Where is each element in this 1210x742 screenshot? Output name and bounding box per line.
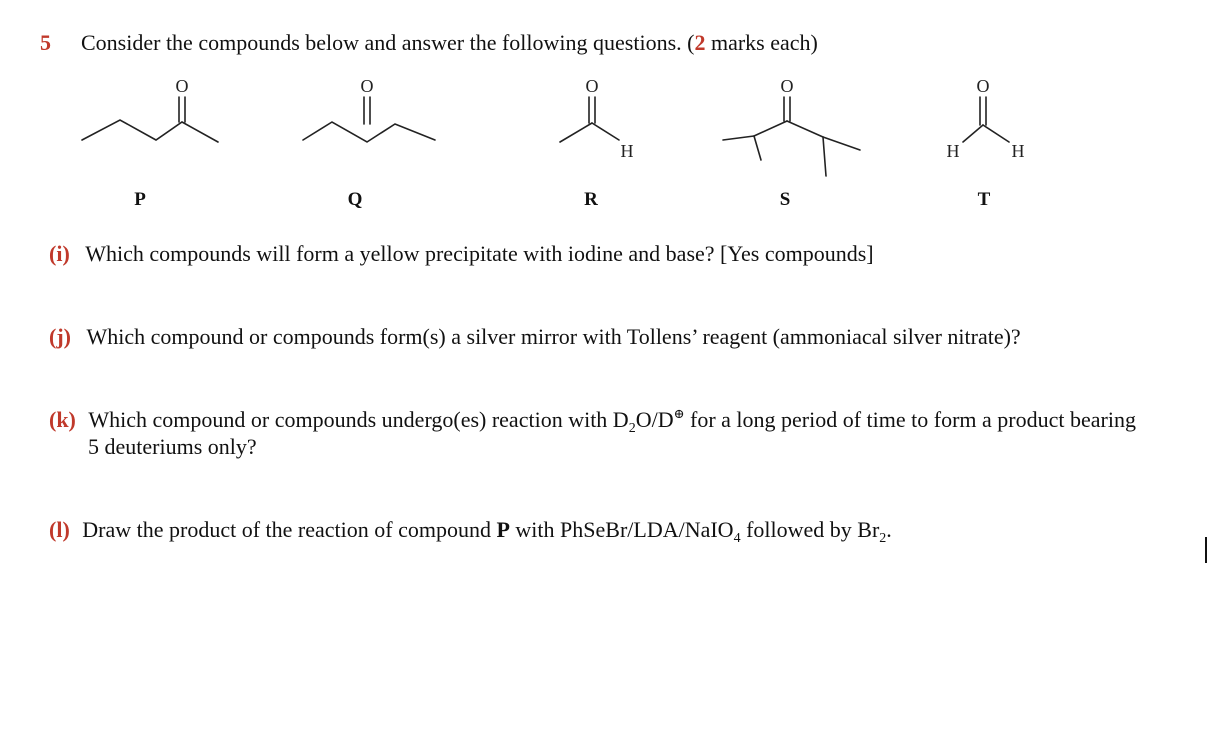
charge-plus-icon: ⊕ <box>673 406 685 421</box>
part-l-text-d: . <box>886 517 892 542</box>
compound-label-P: P <box>134 189 146 210</box>
atom-H-T-right: H <box>1011 141 1025 161</box>
compound-label-S: S <box>779 189 791 210</box>
part-i-label: (i) <box>49 241 70 266</box>
part-k-subscript-2: 2 <box>628 421 636 436</box>
part-j-label: (j) <box>49 324 71 349</box>
compound-label-R: R <box>584 189 598 210</box>
part-k-line2: 5 deuteriums only? <box>88 434 257 459</box>
atom-H-T-left: H <box>946 141 960 161</box>
part-j <box>49 324 1021 350</box>
part-k-text-b: O/D <box>635 407 674 432</box>
structure-S <box>723 97 860 176</box>
atom-O-S: O <box>780 76 794 96</box>
atom-H-R: H <box>620 141 634 161</box>
part-l-text-b: with PhSeBr/LDA/NaIO <box>509 517 734 542</box>
question-number: 5 <box>40 30 51 55</box>
part-k-text-c: for a long period of time to form a product bearing <box>684 407 1136 432</box>
atom-O-P: O <box>175 76 189 96</box>
part-i <box>49 241 874 267</box>
part-l <box>49 517 892 546</box>
compound-label-T: T <box>977 189 991 210</box>
part-l-compound-P: P <box>496 517 510 542</box>
compound-structures <box>0 0 1210 215</box>
part-l-label: (l) <box>49 517 70 542</box>
part-k <box>49 406 1136 436</box>
part-l-subscript-4: 4 <box>733 531 741 546</box>
structure-R <box>560 97 619 142</box>
structure-T <box>963 97 1009 142</box>
marks-suffix: marks each) <box>705 30 818 55</box>
atom-O-T: O <box>976 76 990 96</box>
text-cursor <box>1205 537 1207 563</box>
part-k-text-a: Which compound or compounds undergo(es) reaction with D <box>88 407 629 432</box>
part-l-subscript-2: 2 <box>879 531 887 546</box>
marks-value: 2 <box>694 30 706 55</box>
part-k-label: (k) <box>49 407 76 432</box>
structure-Q <box>303 97 435 142</box>
part-l-text-c: followed by Br <box>740 517 880 542</box>
structure-P <box>82 97 218 142</box>
part-j-text: Which compound or compounds form(s) a silver mirror with Tollens’ reagent (ammoniacal silver nitrate)? <box>86 324 1021 349</box>
atom-O-R: O <box>585 76 599 96</box>
part-i-text: Which compounds will form a yellow precipitate with iodine and base? [Yes compounds] <box>85 241 874 266</box>
compound-label-Q: Q <box>347 189 363 210</box>
part-l-text-a: Draw the product of the reaction of compound <box>82 517 497 542</box>
atom-O-Q: O <box>360 76 374 96</box>
question-intro-text: Consider the compounds below and answer the following questions. ( <box>81 30 695 55</box>
